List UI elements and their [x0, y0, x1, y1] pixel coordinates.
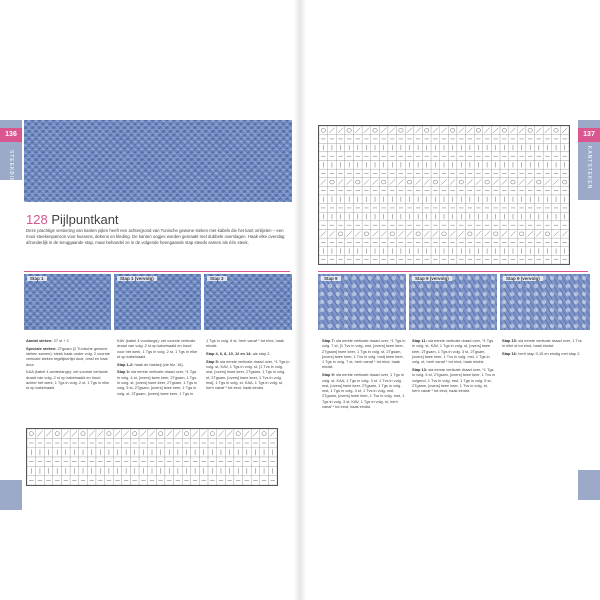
chart-grid	[319, 126, 569, 264]
page-number: 136	[0, 128, 22, 142]
pink-rule	[24, 271, 290, 272]
instruction-step-label: Stap 11:	[412, 338, 427, 343]
instruction-step-label: Stap 4, 6, 8, 10, 12 en 14:	[206, 351, 252, 357]
instructions-col-1	[322, 338, 406, 412]
running-title: KANTSTEKEN	[586, 146, 592, 190]
instruction-step-label: Stap 3:	[117, 369, 130, 375]
step-label: Stap 9	[321, 276, 341, 281]
instruction-step-label: Stap 7:	[322, 338, 335, 343]
instruction-paragraph	[117, 338, 199, 359]
instruction-step-label: Aantal steken:	[26, 338, 53, 343]
instruction-text: 1 Tgs in volg. 6 st, herh vanaf * tot eind, haak eindst.	[206, 338, 285, 349]
instruction-paragraph	[502, 338, 584, 349]
pattern-title-text: Pijlpuntkant	[51, 212, 119, 227]
spine-shadow	[300, 0, 306, 600]
step-photos	[318, 274, 590, 330]
intro-text: Deze prachtige versiering van kanten pijlen heeft een achtergrond van Tunische gewone steken met kabels die het kant omlijsten – een mooi steekenpatroon voor kussens, dekens en kleding. De kanten oogjes worden gemaakt met dubbele overslagen. Haak elke overslag afzonderlijk in de teruggaande stap, maar behandel ze in de volgende heengaande stap steeds samen als één steek.	[26, 228, 285, 246]
instructions-col-3	[206, 338, 290, 393]
instruction-text: 27 st + 2.	[52, 338, 70, 343]
instruction-text: KAV (kabel 4 voorlangs): zet voorste verticale draad van volg. 2 st op kabelnaald en houd voor het werk, 1 Tgs in volg. 2 st, 1 Tgs in elke st op kabelnaald.	[117, 338, 198, 359]
right-page	[300, 0, 600, 600]
instruction-paragraph	[26, 369, 110, 390]
step-label: Stap 9 (vervolg)	[503, 276, 543, 281]
instruction-text: herh stap 3-15 en eindig met stap 2.	[517, 351, 581, 357]
instruction-paragraph	[412, 367, 496, 393]
instruction-step-label: Speciale steken:	[26, 345, 57, 351]
instruction-paragraph	[322, 338, 406, 370]
step-label: Stap 1 (vervolg)	[117, 276, 157, 281]
step-photos	[24, 274, 292, 330]
instruction-step-label: Stap 15:	[502, 338, 518, 343]
instructions-col-3	[502, 338, 584, 359]
step-photo-1	[318, 274, 406, 330]
instruction-paragraph	[502, 351, 584, 356]
stitch-chart-left	[26, 428, 278, 486]
instruction-text: 2Tgsam (2 Tunische gewone steken samen): steek haak onder volg. 2 voorste verticale steken tegelijkertijd door, omsl en haal door.	[26, 345, 110, 367]
instruction-text: als stap 2.	[251, 351, 271, 357]
instruction-paragraph	[412, 338, 496, 364]
instruction-text: sla eerste verticale draad over, 1 Tgs in volg. st, KAA, 1 Tgs in volg. 3 st, 1 Tvs in volg. mst, [overs] twee keer, 2Tgsam, 1 Tgs in volg. mst, 1 Tgs in volg. 3 st, 1 Tvs in volg. mst, 2Tgsam, [overs] twee keer, 1 Tvs in volg. mst, 1 Tgs in volg. 3 st, KAV, 1 Tgs in volg. st, herh vanaf * tot eind, haak eindst.	[322, 372, 405, 410]
step-photo-3	[204, 274, 292, 330]
instructions-col-1	[26, 338, 110, 393]
instruction-text: sla eerste verticale draad over, 1 Tvs in elke st tot eind, haak eindst.	[502, 338, 582, 349]
instruction-text: haak de basisrij (zie blz. 16).	[133, 361, 184, 367]
step-label: Stap 3	[207, 276, 227, 281]
instruction-paragraph	[322, 372, 406, 409]
instruction-paragraph	[206, 351, 290, 356]
instruction-paragraph	[26, 338, 110, 343]
pink-rule	[318, 271, 588, 272]
instruction-text: KAA (kabel 4 achterlangs): zet voorste verticale draad van volg. 2 st op kabelnaald en houd achter het werk, 1 Tgs in volg. 2 st, 1 Tgs in elke st op kabelnaald.	[26, 369, 110, 391]
instructions-col-2	[117, 338, 199, 398]
instruction-text: sla eerste verticale draad over, *1 Tgs in volg. st, KAV, 1 Tgs in volg. st, [overs] twee keer, 2Tgsam, 1 Tgs in volg. 3 st, 2Tgsam, [overs] twee keer, 1 Tvs in volg. mst, 1 Tgs in volg. st, herh vanaf * tot eind, haak eindst.	[412, 338, 494, 365]
instruction-step-label: Stap 16:	[502, 351, 518, 357]
instruction-paragraph	[26, 346, 110, 367]
instruction-text: sla eerste verticale draad over, *1 Tgs in volg. st, KAV, 1 Tgs in volg. st, [1 Tvs in volg. mst, [overs] twee keer, 2Tgsam, 1 Tgs in volg. st, 2Tgsam, [overs] twee keer, 1 Tvs in volg. mst], 1 Tgs in volg. st, KAA, 1 Tgs in volg. st, herh vanaf * tot eind, haak eindst.	[206, 358, 290, 391]
instruction-step-label: Stap 9:	[322, 372, 335, 378]
swatch-photo	[24, 120, 292, 202]
instruction-step-label: Stap 13:	[412, 366, 428, 372]
instruction-step-label: Stap 1-2:	[117, 361, 134, 367]
step-photo-2	[114, 274, 201, 330]
instruction-step-label: Stap 5:	[206, 358, 219, 364]
running-title: STEEKBIB	[8, 150, 14, 183]
step-label: Stap 1	[27, 276, 47, 281]
instruction-text: sla eerste verticale draad over, *1 Tgs in volg. 4 st, [overs] twee keer, 2Tgsam, 1 Tgs in volg. st, [overs] twee keer, 2Tgsam, 1 Tgs in volg. 5 st, 2Tgsam, [overs] twee keer, 1 Tgs in volg. st, 2Tgsam, [overs] twee keer, 1 Tgs in	[117, 369, 198, 396]
stitch-chart-right	[318, 125, 570, 265]
step-photo-3	[500, 274, 590, 330]
step-label: Stap 9 (vervolg)	[412, 276, 452, 281]
instruction-paragraph	[117, 369, 199, 395]
step-photo-1	[24, 274, 111, 330]
instruction-text: sla eerste verticale draad over, *1 Tgs in volg. 4 st, 2Tgsam, [overs] twee keer, 1 Tvs in volgend, 1 Tvs in volg. mst, 1 Tgs in volg. 5 st, 2Tgsam, [overs] twee keer, 1 Tvs in volg. st, herh vanaf * tot eind, haak eindst.	[412, 366, 496, 394]
instructions-col-2	[412, 338, 496, 396]
pattern-number: 128	[26, 212, 48, 227]
instruction-text: sla eerste verticale draad over, *1 Tgs in volg. 7 st, [1 Tvs in volg. mst, [overs] twee keer, 2Tgsam] twee keer, 1 Tgs in volg. st, 2Tgsam, [overs] twee keer, 1 Tvs in volg. mst] twee keer, 1 Tgs in volg. 7 st, herh vanaf * tot eind, haak eindst.	[322, 338, 406, 370]
page-number: 137	[578, 128, 600, 142]
step-photo-2	[409, 274, 497, 330]
side-tab-bottom	[0, 480, 22, 510]
instruction-paragraph	[206, 338, 290, 349]
instruction-paragraph	[117, 362, 199, 367]
instruction-paragraph	[206, 359, 290, 391]
chart-grid	[27, 429, 277, 485]
side-tab-bottom	[578, 470, 600, 500]
pattern-title	[26, 212, 119, 227]
